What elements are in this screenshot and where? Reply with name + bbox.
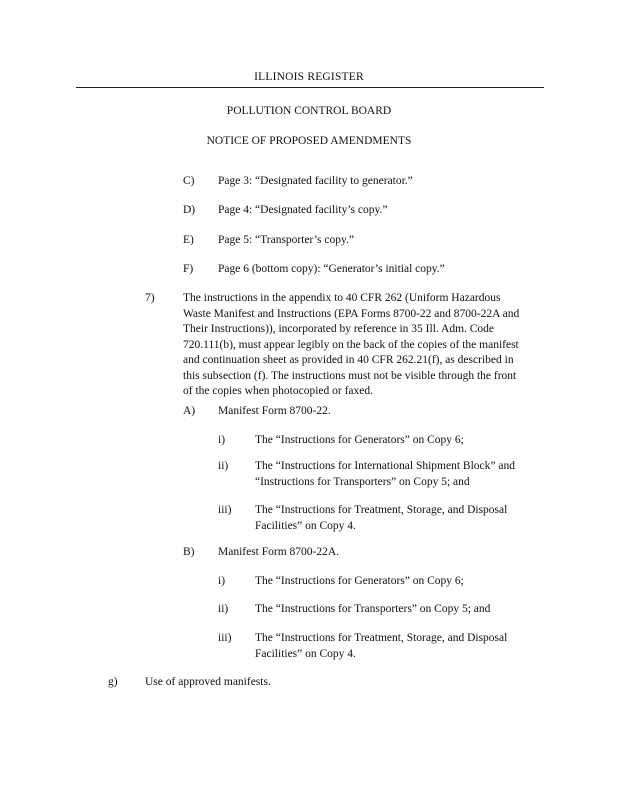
section-a-ii-marker: ii) — [218, 460, 229, 472]
section-a-ii-text — [255, 459, 515, 490]
board-title: POLLUTION CONTROL BOARD — [226, 105, 392, 117]
item-7-line: 720.111(b), must appear legibly on the back of the copies of the manifest — [183, 338, 519, 351]
item-d-marker: D) — [183, 204, 196, 216]
notice-title: NOTICE OF PROPOSED AMENDMENTS — [206, 135, 412, 147]
section-a-ii-line: “Instructions for Transporters” on Copy 5; and — [255, 475, 470, 488]
item-7-line: Waste Manifest and Instructions (EPA Forms 8700-22 and 8700-22A and — [183, 307, 520, 320]
item-c-text: Page 3: “Designated facility to generator.” — [218, 175, 413, 187]
section-a-iii-line: Facilities” on Copy 4. — [255, 519, 356, 532]
item-f-text: Page 6 (bottom copy): “Generator’s initial copy.” — [218, 263, 445, 275]
item-7-marker: 7) — [145, 292, 155, 304]
section-b-title: Manifest Form 8700-22A. — [218, 546, 340, 558]
section-a-iii-line: The “Instructions for Treatment, Storage, and Disposal — [255, 504, 508, 516]
section-b-i-text: The “Instructions for Generators” on Copy 6; — [255, 575, 464, 587]
item-f-marker: F) — [183, 263, 194, 275]
item-7-line: Their Instructions)), incorporated by reference in 35 Ill. Adm. Code — [183, 323, 495, 335]
section-a-marker: A) — [183, 405, 196, 417]
section-a-i-text: The “Instructions for Generators” on Copy 6; — [255, 434, 464, 446]
item-g-marker: g) — [108, 676, 118, 688]
item-7-line: and continuation sheet as provided in 40 CFR 262.21(f), as described in — [183, 354, 514, 366]
item-7-paragraph — [183, 291, 519, 400]
section-b-i-marker: i) — [218, 575, 226, 587]
section-b-marker: B) — [183, 546, 195, 558]
item-g-text: Use of approved manifests. — [145, 676, 271, 688]
section-b-iii-line: Facilities” on Copy 4. — [255, 647, 356, 660]
section-a-i-marker: i) — [218, 434, 226, 446]
item-e-marker: E) — [183, 234, 194, 246]
section-b-iii-text — [255, 631, 507, 662]
header-rule — [76, 87, 544, 88]
section-a-title: Manifest Form 8700-22. — [218, 405, 331, 417]
item-7-line: this subsection (f). The instructions must not be visible through the front — [183, 369, 517, 382]
section-b-ii-text: The “Instructions for Transporters” on Copy 5; and — [255, 603, 491, 615]
item-7-line: The instructions in the appendix to 40 CFR 262 (Uniform Hazardous — [183, 292, 501, 304]
section-b-ii-marker: ii) — [218, 603, 229, 615]
section-a-iii-text — [255, 503, 507, 534]
register-header: ILLINOIS REGISTER — [254, 71, 364, 83]
section-b-iii-marker: iii) — [218, 632, 232, 644]
section-a-ii-line: The “Instructions for International Shipment Block” and — [255, 460, 515, 472]
item-e-text: Page 5: “Transporter’s copy.” — [218, 234, 354, 246]
item-c-marker: C) — [183, 175, 195, 187]
item-7-line: of the copies when photocopied or faxed. — [183, 385, 374, 397]
item-d-text: Page 4: “Designated facility’s copy.” — [218, 204, 388, 216]
section-b-iii-line: The “Instructions for Treatment, Storage, and Disposal — [255, 632, 508, 644]
section-a-iii-marker: iii) — [218, 504, 232, 516]
